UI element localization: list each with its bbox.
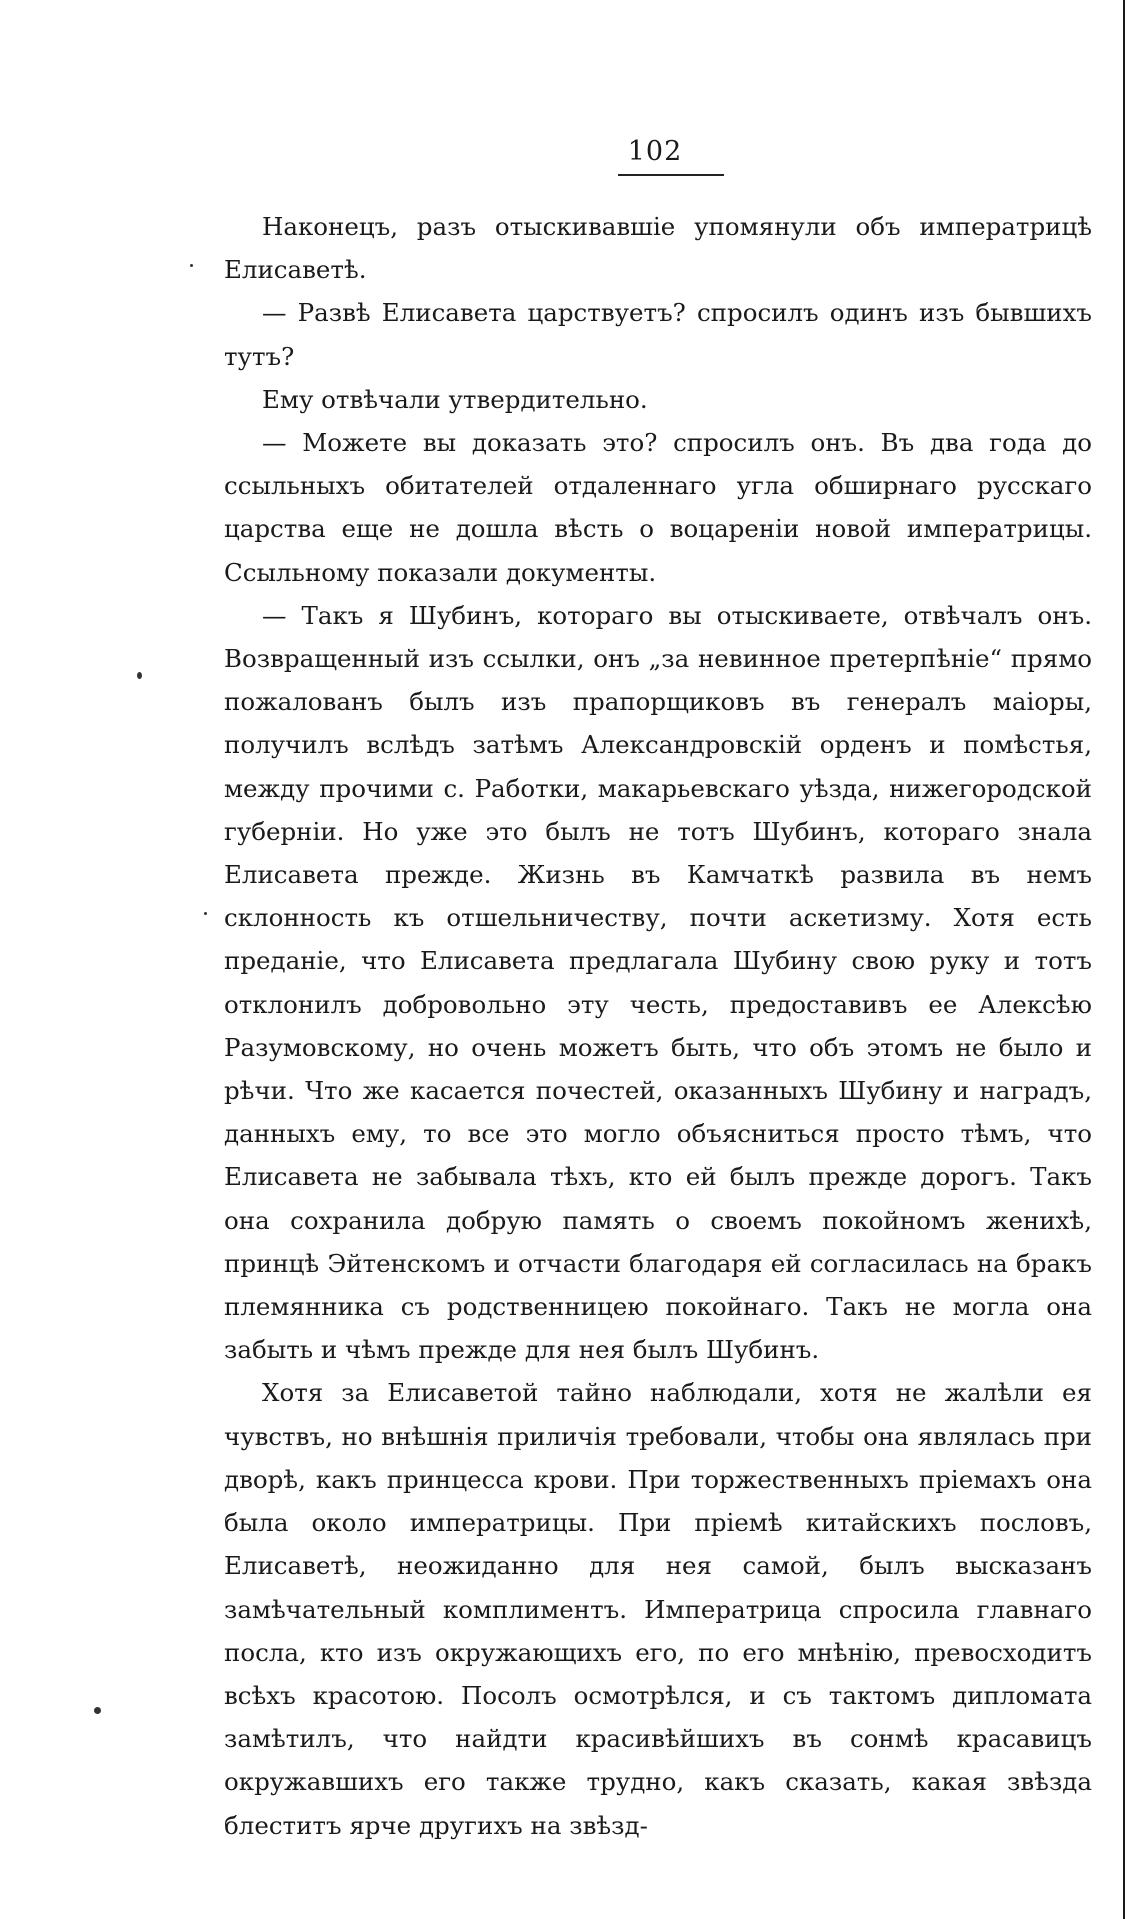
page-number: 102 <box>627 136 683 167</box>
paragraph-3: Ему отвѣчали утвердительно. <box>262 384 648 414</box>
print-speck <box>204 912 207 915</box>
print-speck <box>190 264 193 267</box>
paragraph-5: — Такъ я Шубинъ, котораго вы отыскиваете, отвѣчалъ онъ. Возвращенный изъ ссылки, онъ „за невинное претерпѣніе“ прямо пожалованъ былъ изъ прапорщиковъ въ генералъ маіоры, получилъ вслѣдъ затѣмъ Александровскій орденъ и помѣстья, между прочими с. Работки, макарьевскаго уѣзда, нижегородской губерніи. Но уже это былъ не тотъ Шубинъ, котораго знала Елисавета прежде. Жизнь въ Камчаткѣ развила въ немъ склонность къ отшельничеству, почти аскетизму. Хотя есть преданіе, что Елисавета предлагала Шубину свою руку и тотъ отклонилъ добровольно эту честь, предоставивъ ее Алексѣю Разумовскому, но очень можетъ быть, что объ этомъ не было и рѣчи. Что же касается почестей, оказанныхъ Шубину и наградъ, данныхъ ему, то все это могло объясниться просто тѣмъ, что Елисавета не забывала тѣхъ, кто ей былъ прежде дорогъ. Такъ она сохранила добрую память о своемъ покойномъ женихѣ, принцѣ Эйтенскомъ и отчасти благодаря ей согласилась на бракъ племянника съ родственницею покойнаго. Такъ не могла она забыть и чѣмъ прежде для нея былъ Шубинъ. <box>224 600 1092 1365</box>
page-edge-line <box>1123 0 1125 1919</box>
paragraph-2: — Развѣ Елисавета царствуетъ? спросилъ одинъ изъ бывшихъ тутъ? <box>224 298 1092 371</box>
page-text <box>224 205 1092 1847</box>
paragraph-1: Наконецъ, разъ отыскивавшіе упомянули объ императрицѣ Елисаветѣ. <box>224 212 1092 285</box>
paragraph-4: — Можете вы доказать это? спросилъ онъ. Въ два года до ссыльныхъ обитателей отдаленнаго угла обширнаго русскаго царства еще не дошла вѣсть о воцареніи новой императрицы. Ссыльному показали документы. <box>224 428 1092 587</box>
print-speck <box>137 672 142 679</box>
print-speck <box>94 1707 101 1714</box>
page-number-rule <box>618 174 724 176</box>
paragraph-6: Хотя за Елисаветой тайно наблюдали, хотя не жалѣли ея чувствъ, но внѣшнія приличія требовали, чтобы она являлась при дворѣ, какъ принцесса крови. При торжественныхъ пріемахъ она была около императрицы. При пріемѣ китайскихъ пословъ, Елисаветѣ, неожиданно для нея самой, былъ высказанъ замѣчательный комплиментъ. Императрица спросила главнаго посла, кто изъ окружающихъ его, по его мнѣнію, превосходитъ всѣхъ красотою. Посолъ осмотрѣлся, и съ тактомъ дипломата замѣтилъ, что найдти красивѣйшихъ въ сонмѣ красавицъ окружавшихъ его также трудно, какъ сказать, какая звѣзда блеститъ ярче другихъ на звѣзд- <box>224 1378 1092 1840</box>
